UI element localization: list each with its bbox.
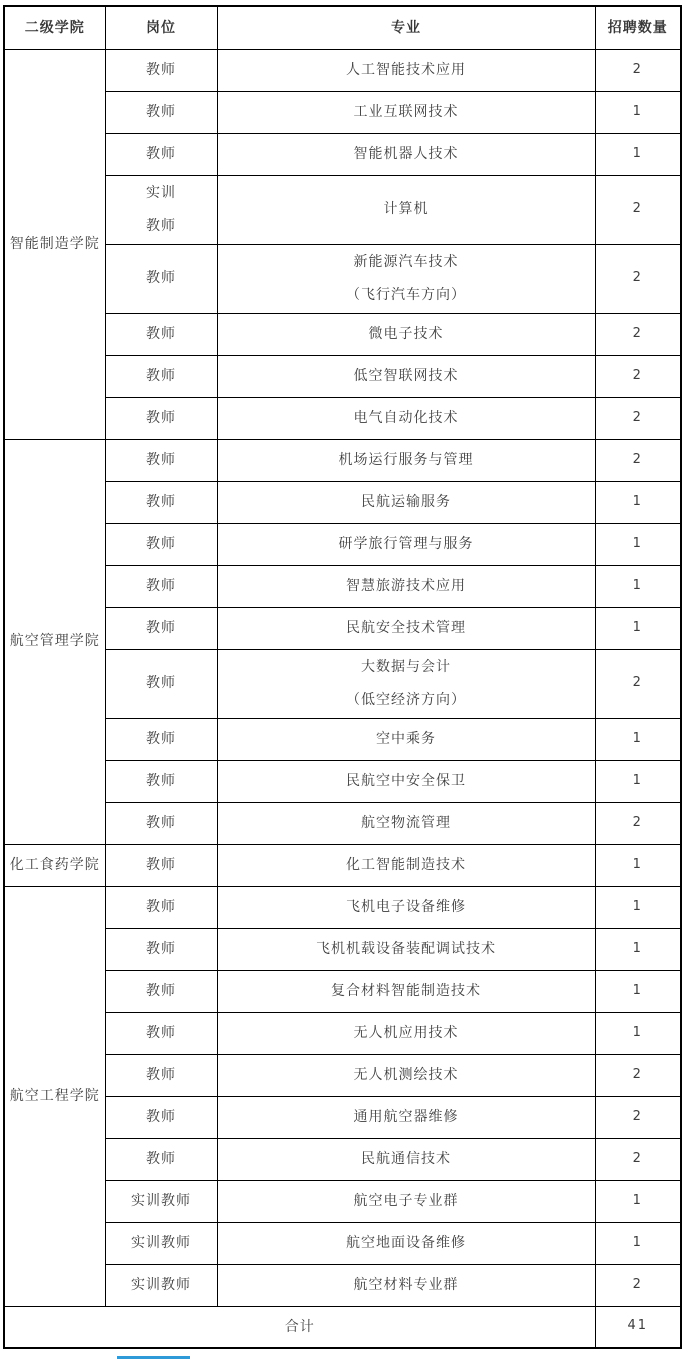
count-cell: 1 [595,607,681,649]
count-cell: 1 [595,718,681,760]
table-row [4,1138,681,1180]
table-row [4,355,681,397]
position-cell: 教师 [105,649,217,718]
count-cell: 2 [595,397,681,439]
count-cell: 2 [595,802,681,844]
position-cell: 教师 [105,928,217,970]
position-line-1: 实训 [146,184,176,201]
table-row [4,133,681,175]
count-cell: 2 [595,175,681,244]
major-cell: 计算机 [217,175,595,244]
major-cell [217,649,595,718]
recruitment-table [3,5,682,1349]
table-row [4,439,681,481]
position-cell: 教师 [105,718,217,760]
position-cell: 教师 [105,49,217,91]
table-row [4,886,681,928]
blue-underline [117,1356,190,1359]
table-row [4,760,681,802]
position-cell: 教师 [105,355,217,397]
table-row [4,481,681,523]
major-cell: 航空材料专业群 [217,1264,595,1306]
count-cell: 2 [595,1138,681,1180]
position-cell: 教师 [105,886,217,928]
count-cell: 2 [595,244,681,313]
table-row [4,970,681,1012]
major-cell: 低空智联网技术 [217,355,595,397]
college-cell: 智能制造学院 [4,49,105,439]
position-cell: 教师 [105,91,217,133]
table-row [4,928,681,970]
major-cell: 民航安全技术管理 [217,607,595,649]
table-row [4,523,681,565]
position-cell: 教师 [105,844,217,886]
count-cell: 1 [595,928,681,970]
header-major: 专业 [217,6,595,49]
count-cell: 2 [595,1096,681,1138]
college-cell: 化工食药学院 [4,844,105,886]
position-cell: 实训教师 [105,1222,217,1264]
count-cell: 1 [595,760,681,802]
major-cell [217,244,595,313]
major-cell: 机场运行服务与管理 [217,439,595,481]
position-cell: 教师 [105,133,217,175]
total-value: 41 [595,1306,681,1348]
major-cell: 智能机器人技术 [217,133,595,175]
major-cell: 飞机电子设备维修 [217,886,595,928]
header-row [4,6,681,49]
count-cell: 2 [595,1054,681,1096]
major-cell: 研学旅行管理与服务 [217,523,595,565]
major-line-1: 大数据与会计 [361,658,451,675]
position-cell: 教师 [105,1054,217,1096]
position-cell: 教师 [105,244,217,313]
count-cell: 1 [595,970,681,1012]
table-row [4,649,681,718]
table-row [4,1264,681,1306]
table-row [4,49,681,91]
table-row [4,1180,681,1222]
count-cell: 2 [595,313,681,355]
major-cell: 航空物流管理 [217,802,595,844]
major-cell: 飞机机载设备装配调试技术 [217,928,595,970]
count-cell: 1 [595,886,681,928]
header-college: 二级学院 [4,6,105,49]
major-cell: 复合材料智能制造技术 [217,970,595,1012]
position-cell: 教师 [105,481,217,523]
position-cell: 教师 [105,970,217,1012]
table-row [4,1054,681,1096]
major-cell: 工业互联网技术 [217,91,595,133]
header-position: 岗位 [105,6,217,49]
position-cell: 实训教师 [105,1264,217,1306]
position-cell: 教师 [105,1012,217,1054]
position-cell: 教师 [105,439,217,481]
college-cell: 航空管理学院 [4,439,105,844]
position-cell [105,175,217,244]
count-cell: 1 [595,523,681,565]
major-cell: 人工智能技术应用 [217,49,595,91]
major-cell: 智慧旅游技术应用 [217,565,595,607]
major-cell: 无人机应用技术 [217,1012,595,1054]
count-cell: 2 [595,649,681,718]
table-row [4,565,681,607]
total-label: 合计 [4,1306,595,1348]
table-row [4,91,681,133]
major-cell: 民航运输服务 [217,481,595,523]
table-row [4,397,681,439]
count-cell: 1 [595,133,681,175]
major-line-1: 新能源汽车技术 [353,253,459,270]
major-cell: 电气自动化技术 [217,397,595,439]
position-cell: 教师 [105,1096,217,1138]
table-row [4,607,681,649]
major-cell: 民航通信技术 [217,1138,595,1180]
position-cell: 教师 [105,802,217,844]
table-row [4,175,681,244]
table-row [4,313,681,355]
major-cell: 空中乘务 [217,718,595,760]
position-cell: 教师 [105,313,217,355]
position-cell: 教师 [105,565,217,607]
count-cell: 2 [595,1264,681,1306]
table-row [4,802,681,844]
count-cell: 1 [595,1180,681,1222]
count-cell: 1 [595,1012,681,1054]
table-row [4,718,681,760]
table-row [4,1096,681,1138]
major-cell: 通用航空器维修 [217,1096,595,1138]
major-cell: 无人机测绘技术 [217,1054,595,1096]
position-cell: 教师 [105,523,217,565]
major-cell: 航空地面设备维修 [217,1222,595,1264]
position-cell: 实训教师 [105,1180,217,1222]
major-cell: 民航空中安全保卫 [217,760,595,802]
major-line-2: （低空经济方向） [346,692,466,708]
header-count: 招聘数量 [595,6,681,49]
table-row [4,244,681,313]
count-cell: 1 [595,91,681,133]
total-row [4,1306,681,1348]
major-line-2: （飞行汽车方向） [346,287,466,303]
position-line-2: 教师 [146,218,176,234]
count-cell: 1 [595,844,681,886]
position-cell: 教师 [105,607,217,649]
count-cell: 2 [595,355,681,397]
position-cell: 教师 [105,397,217,439]
count-cell: 1 [595,481,681,523]
major-cell: 航空电子专业群 [217,1180,595,1222]
major-cell: 微电子技术 [217,313,595,355]
position-cell: 教师 [105,1138,217,1180]
college-cell: 航空工程学院 [4,886,105,1306]
position-cell: 教师 [105,760,217,802]
count-cell: 2 [595,439,681,481]
count-cell: 1 [595,1222,681,1264]
table-row [4,1012,681,1054]
count-cell: 2 [595,49,681,91]
major-cell: 化工智能制造技术 [217,844,595,886]
count-cell: 1 [595,565,681,607]
table-row [4,844,681,886]
table-row [4,1222,681,1264]
